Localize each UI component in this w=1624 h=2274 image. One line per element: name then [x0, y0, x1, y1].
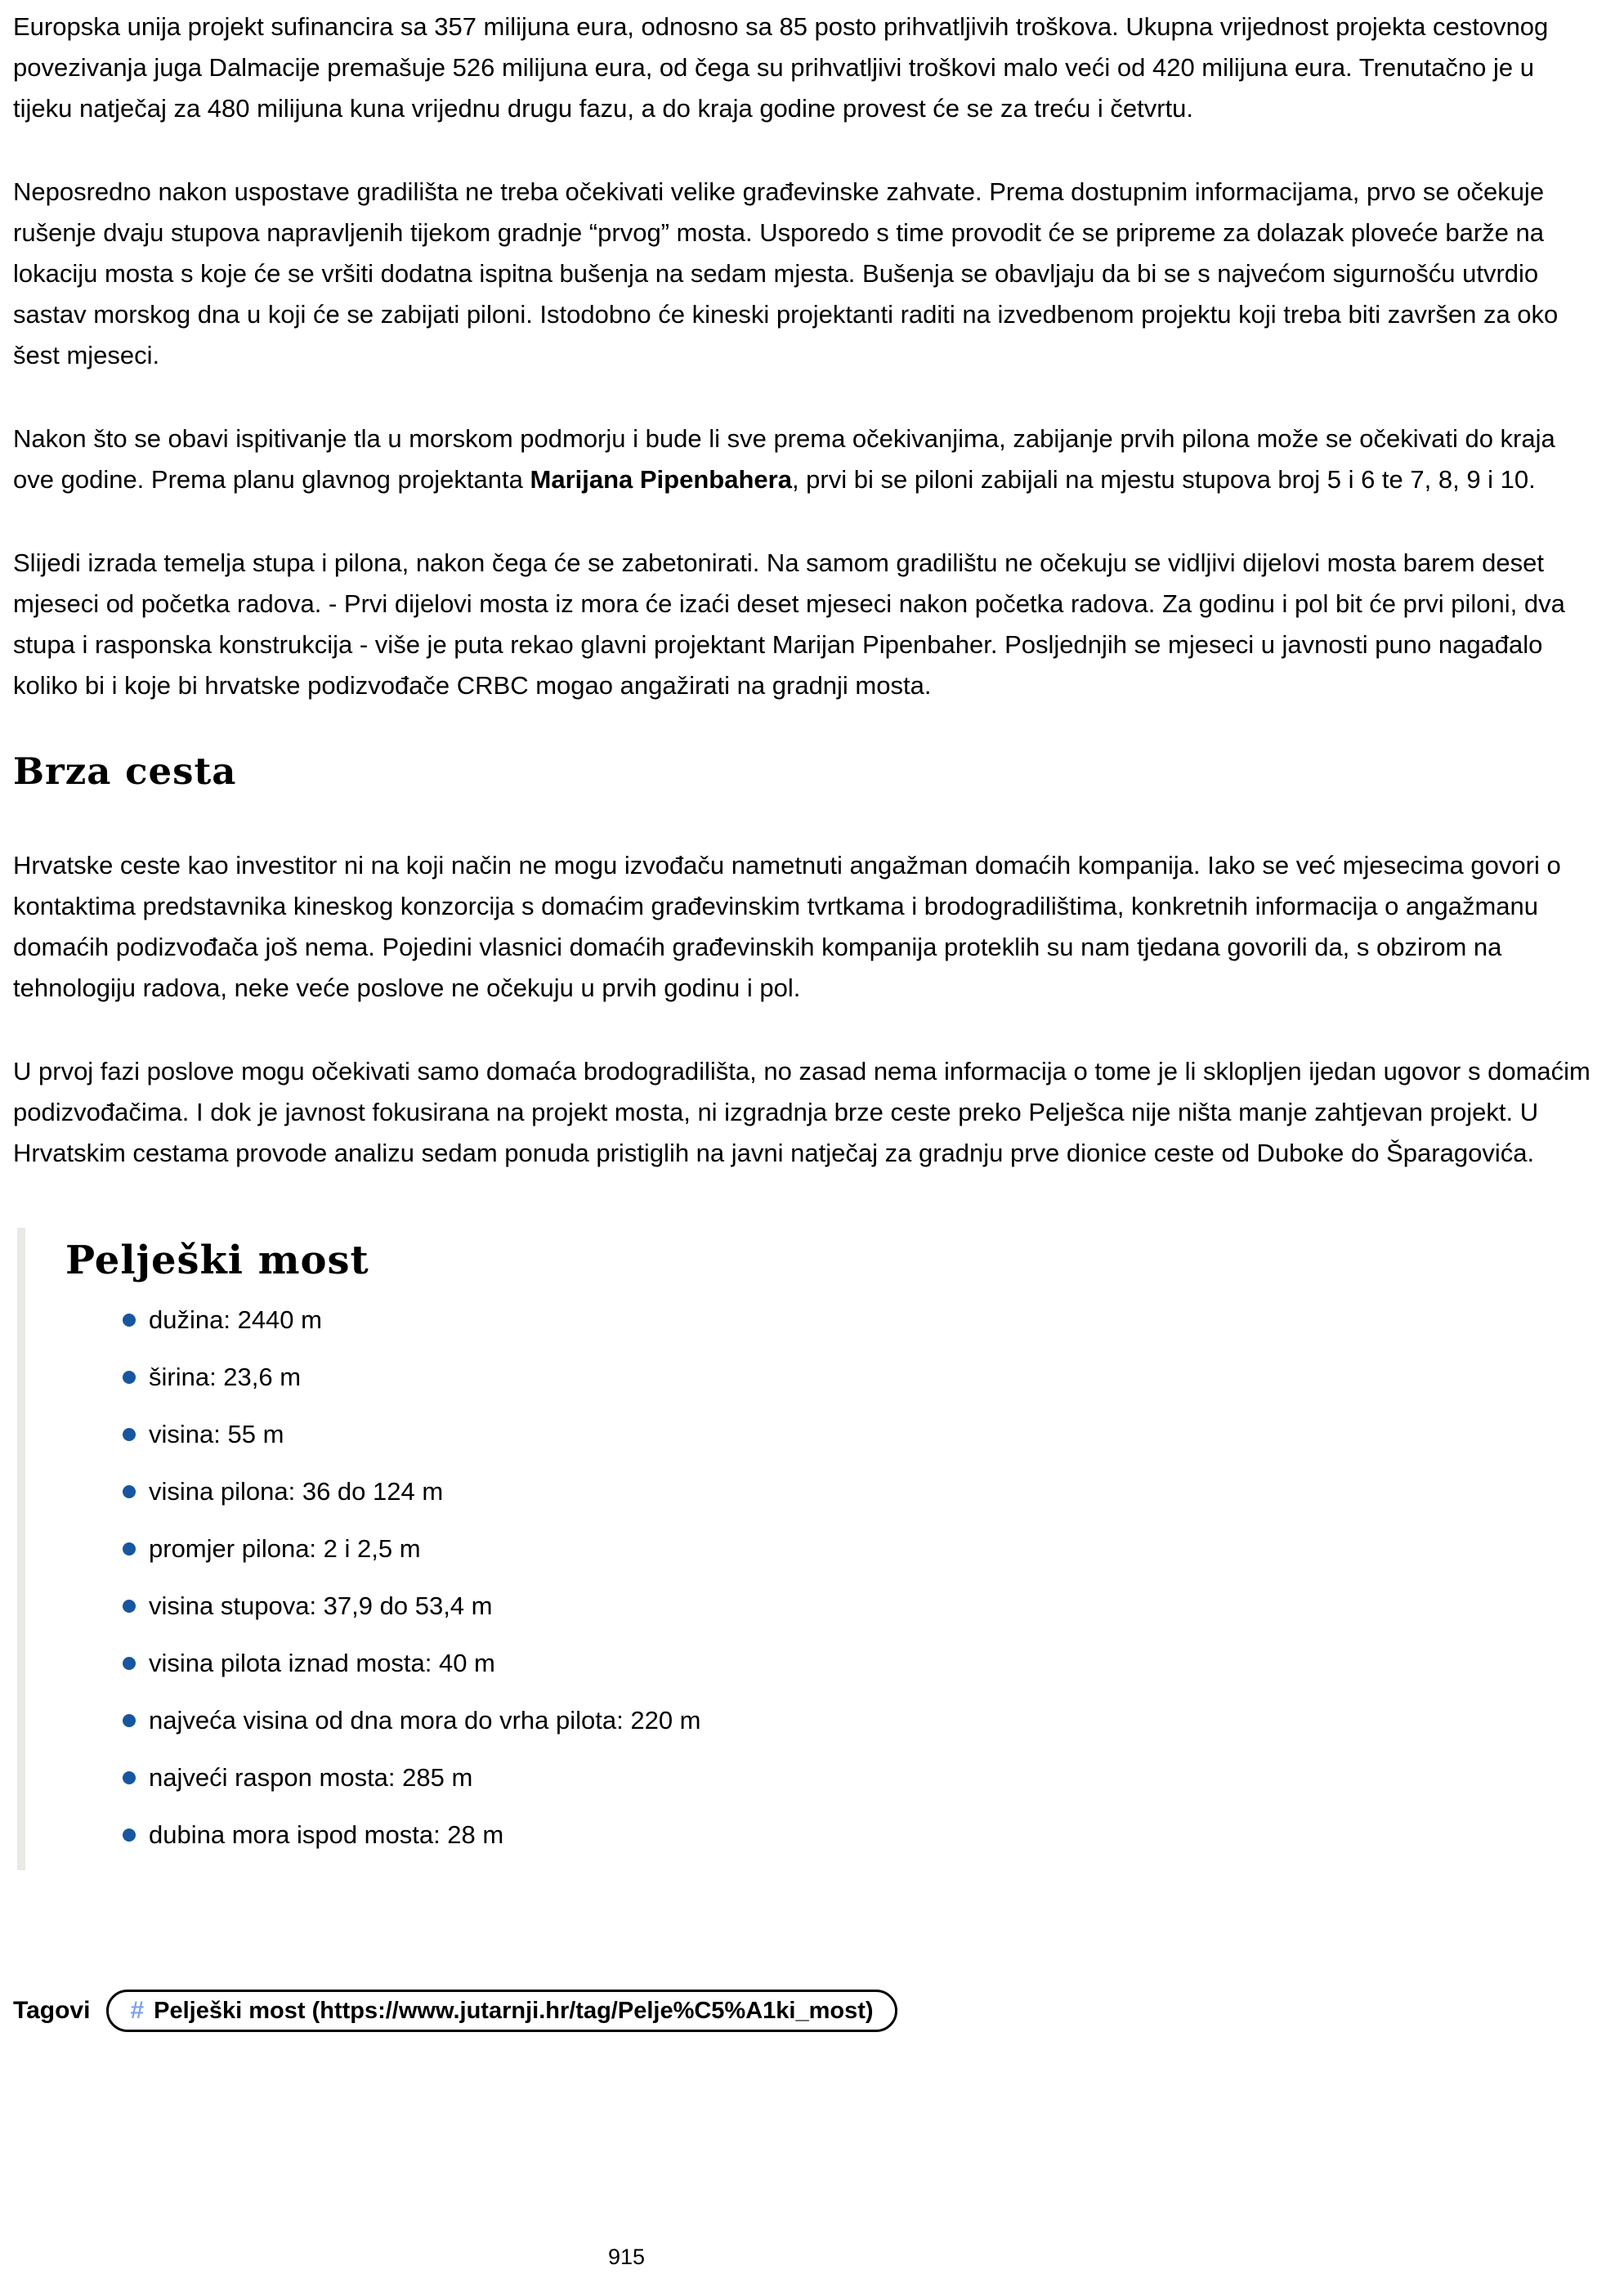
list-item: [123, 1806, 1591, 1864]
hash-icon: #: [130, 1997, 145, 2024]
list-item-text: visina: 55 m: [149, 1420, 284, 1448]
list-item: [123, 1749, 1591, 1806]
list-item-text: promjer pilona: 2 i 2,5 m: [149, 1534, 421, 1563]
list-item: [123, 1291, 1591, 1349]
paragraph-text: Nakon što se obavi ispitivanje tla u morskom podmorju i bude li sve prema očekivanjima, zabijanje prvih pilona može se očekivati do kraja ove godine. Prema planu glavnog projektanta: [13, 424, 1555, 494]
bullet-icon: [123, 1542, 136, 1556]
bullet-icon: [123, 1771, 136, 1784]
tag-pill-peljeski-most[interactable]: [106, 1990, 897, 2032]
paragraph-text: , prvi bi se piloni zabijali na mjestu stupova broj 5 i 6 te 7, 8, 9 i 10.: [791, 465, 1536, 494]
list-item: [123, 1520, 1591, 1578]
list-item-text: najveća visina od dna mora do vrha pilota: 220 m: [149, 1706, 701, 1735]
tags-row: [13, 1990, 1624, 2032]
list-item-text: visina stupova: 37,9 do 53,4 m: [149, 1591, 493, 1620]
list-item: [123, 1406, 1591, 1463]
paragraph-foundations: Slijedi izrada temelja stupa i pilona, nakon čega će se zabetonirati. Na samom gradilištu ne očekuju se vidljivi dijelovi mosta barem deset mjeseci od početka radova. - Prvi dijelovi mosta iz mora će izaći deset mjeseci nakon početka radova. Za godinu i pol bit će prvi piloni, dva stupa i rasponska konstrukcija - više je puta rekao glavni projektant Marijan Pipenbaher. Posljednjih se mjeseci u javnosti puno nagađalo koliko bi i koje bi hrvatske podizvođače CRBC mogao angažirati na gradnji mosta.: [13, 548, 1565, 700]
paragraph-hrvatske-ceste: Hrvatske ceste kao investitor ni na koji način ne mogu izvođaču nametnuti angažman domaćih kompanija. Iako se već mjesecima govori o kontaktima predstavnika kineskog konzorcija s domaćim građevinskim tvrtkama i brodogradilištima, konkretnih informacija o angažmanu domaćih podizvođača još nema. Pojedini vlasnici domaćih građevinskih kompanija proteklih su nam tjedana govorili da, s obzirom na tehnologiju radova, neke veće poslove ne očekuju u prvih godinu i pol.: [13, 851, 1561, 1002]
bullet-icon: [123, 1829, 136, 1842]
bullet-icon: [123, 1428, 136, 1441]
infobox-left-bar: [17, 1228, 25, 1870]
list-item: [123, 1463, 1591, 1520]
paragraph-site-setup: Neposredno nakon uspostave gradilišta ne treba očekivati velike građevinske zahvate. Prema dostupnim informacijama, prvo se očekuje rušenje dvaju stupova napravljenih tijekom gradnje “prvog” mosta. Usporedo s time provodit će se pripreme za dolazak ploveće barže na lokaciju mosta s koje će se vršiti dodatna ispitna bušenja na sedam mjesta. Bušenja se obavljaju da bi se s najvećom sigurnošću utvrdio sastav morskog dna u koji će se zabijati piloni. Istodobno će kineski projektanti raditi na izvedbenom projektu koji treba biti završen za oko šest mjeseci.: [13, 177, 1559, 369]
bullet-icon: [123, 1657, 136, 1670]
bullet-icon: [123, 1485, 136, 1498]
list-item: [123, 1578, 1591, 1635]
infobox-list: [65, 1291, 1591, 1864]
list-item-text: širina: 23,6 m: [149, 1363, 302, 1391]
list-item-text: visina pilona: 36 do 124 m: [149, 1477, 444, 1506]
paragraph-first-phase: U prvoj fazi poslove mogu očekivati samo domaća brodogradilišta, no zasad nema informacija o tome je li sklopljen ijedan ugovor s domaćim podizvođačima. I dok je javnost fokusirana na projekt mosta, ni izgradnja brze ceste preko Pelješca nije ništa manje zahtjevan projekt. U Hrvatskim cestama provode analizu sedam ponuda pristiglih na javni natječaj za gradnju prve dionice ceste od Duboke do Šparagovića.: [13, 1057, 1590, 1167]
tags-label: Tagovi: [13, 1997, 91, 2024]
list-item: [123, 1635, 1591, 1692]
designer-name-bold: Marijana Pipenbahera: [530, 465, 792, 494]
bullet-icon: [123, 1714, 136, 1727]
section-heading-brza-cesta: Brza cesta: [13, 750, 237, 793]
list-item: [123, 1349, 1591, 1406]
list-item-text: dubina mora ispod mosta: 28 m: [149, 1820, 504, 1849]
bullet-icon: [123, 1600, 136, 1613]
paragraph-funding: Europska unija projekt sufinancira sa 357 milijuna eura, odnosno sa 85 posto prihvatljivih troškova. Ukupna vrijednost projekta cestovnog povezivanja juga Dalmacije premašuje 526 milijuna eura, od čega su prihvatljivi troškovi malo veći od 420 milijuna eura. Trenutačno je u tijeku natječaj za 480 milijuna kuna vrijednu drugu fazu, a do kraja godine provest će se za treću i četvrtu.: [13, 12, 1549, 123]
paragraph-pilots-plan: [13, 419, 1591, 500]
infobox-title: Pelješki most: [65, 1238, 369, 1283]
bullet-icon: [123, 1371, 136, 1384]
tag-link-text: Pelješki most (https://www.jutarnji.hr/tag/Pelje%C5%A1ki_most): [154, 1997, 874, 2024]
list-item: [123, 1692, 1591, 1749]
page-number: 915: [608, 2245, 646, 2269]
bullet-icon: [123, 1314, 136, 1327]
list-item-text: visina pilota iznad mosta: 40 m: [149, 1649, 495, 1677]
list-item-text: dužina: 2440 m: [149, 1305, 322, 1334]
bridge-infobox: [13, 1228, 1591, 1870]
list-item-text: najveći raspon mosta: 285 m: [149, 1763, 473, 1792]
